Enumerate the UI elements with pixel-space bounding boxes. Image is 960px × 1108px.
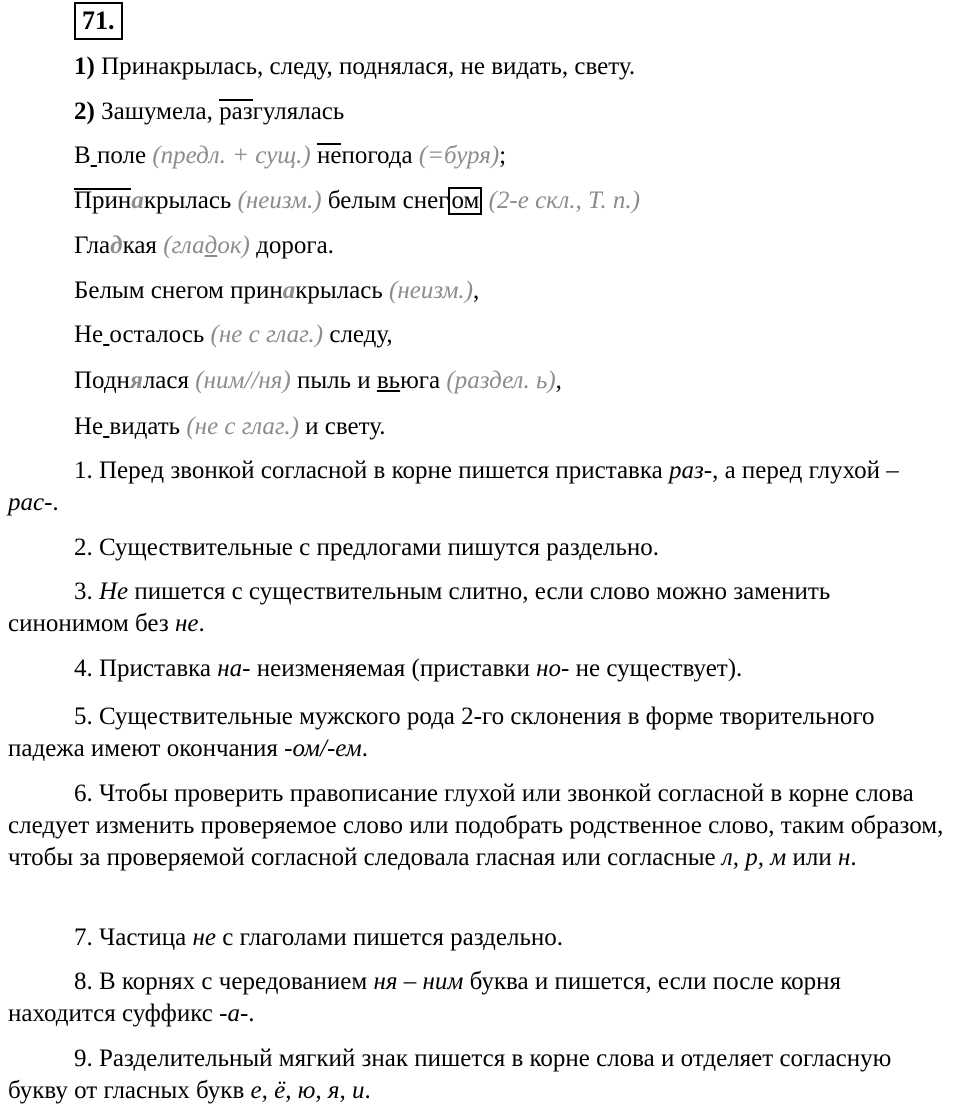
word: кая [122, 232, 164, 259]
highlight-letter: а [131, 187, 144, 214]
rule-term: раз- [668, 457, 713, 484]
punctuation: ; [499, 142, 507, 169]
rule-term: не [192, 924, 216, 951]
rule-1 [8, 455, 953, 519]
rule-text: . [364, 1077, 371, 1104]
rule-term: рас- [8, 489, 53, 516]
grammar-note: (неизм.) [237, 187, 322, 214]
rule-text: 3. [74, 578, 99, 605]
rule-text: неизменяемая (приставки [250, 655, 537, 682]
rule-term: не [174, 610, 199, 637]
word: поле [96, 142, 153, 169]
rule-text: буква и пишется, если после корня находится суффикс [8, 968, 841, 1027]
rule-text: . [198, 610, 205, 637]
word: и свету. [298, 413, 386, 440]
rule-5 [8, 701, 953, 765]
rule-2 [8, 532, 953, 564]
prefix-mark: не [317, 142, 342, 169]
highlight-letter: вь [376, 367, 401, 394]
rule-text: . [361, 735, 368, 762]
rule-7 [8, 922, 953, 954]
rule-term: Не [99, 578, 129, 605]
part2-label: 2) [74, 98, 95, 125]
highlight-letter: д [204, 232, 218, 259]
highlight-letter: а [282, 277, 296, 304]
word: видать [109, 413, 187, 440]
grammar-note: (раздел. ь) [446, 367, 556, 394]
part2-line [74, 97, 344, 127]
rule-text: . [52, 489, 59, 516]
word: Не [74, 413, 104, 440]
grammar-note: (не с глаг.) [186, 413, 299, 440]
rule-term: л, р, м [721, 844, 787, 871]
grammar-note: (предл. + сущ.) [152, 142, 311, 169]
word: погода [341, 142, 419, 169]
grammar-note: (2-е скл., Т. п.) [488, 187, 640, 214]
word: дорога. [249, 232, 334, 259]
word: лася [142, 367, 196, 394]
highlight-letter: д [110, 232, 123, 259]
rule-term: -ом/-ем [284, 735, 362, 762]
word: Гла [74, 232, 111, 259]
grammar-note: (ним//ня) [195, 367, 291, 394]
word: осталось [109, 321, 211, 348]
rule-text: не существует). [569, 655, 743, 682]
rule-text: 2. Существительные с предлогами пишутся раздельно. [74, 534, 660, 561]
rule-text: 1. Перед звонкой согласной в корне пишется приставка [74, 457, 669, 484]
word: крылась [143, 187, 238, 214]
rule-term: -а- [219, 1000, 249, 1027]
part2-rest: гулялась [252, 98, 345, 125]
rule-text: 4. Приставка [74, 655, 218, 682]
exercise-number: 71. [74, 2, 123, 40]
punctuation: , [472, 277, 480, 304]
sentence-line-7 [74, 412, 385, 442]
rule-term: на- [217, 655, 251, 682]
rule-6 [8, 778, 953, 874]
rule-text: , а перед глухой – [712, 457, 899, 484]
word: Не [74, 321, 104, 348]
rule-text: 8. В корнях с чередованием [74, 968, 374, 995]
rule-text: 5. Существительные мужского рода 2-го склонения в форме творительного падежа имеют окончания [8, 703, 875, 762]
rule-4 [8, 653, 953, 685]
rule-8 [8, 966, 953, 1030]
word: пыль и [290, 367, 377, 394]
part1-label: 1) [74, 53, 95, 80]
rule-text: с глаголами пишется раздельно. [215, 924, 563, 951]
grammar-note: (гла [163, 232, 205, 259]
rule-term: е, ё, ю, я, и [250, 1077, 365, 1104]
word: крылась [295, 277, 389, 304]
rule-text: 6. Чтобы проверить правописание глухой или звонкой согласной в корне слова следует изменить проверяемое слово или подобрать родственное слово, таким образом, чтобы за проверяемой согласной следовала гласная или согласные [8, 780, 944, 871]
sentence-line-6 [74, 366, 562, 396]
rule-text: или [786, 844, 838, 871]
rule-text: 9. Разделительный мягкий знак пишется в корне слова и отделяет согласную букву от гласных букв [8, 1045, 892, 1104]
sentence-line-5 [74, 320, 393, 350]
word: Белым снегом прин [74, 277, 283, 304]
prefix-mark: раз [219, 98, 253, 125]
rule-term: ня – ним [373, 968, 464, 995]
punctuation: , [555, 367, 562, 394]
word: В [74, 142, 91, 169]
part1-text: Принакрылась, следу, поднялася, не видать, свету. [101, 53, 636, 80]
rule-9 [8, 1043, 953, 1107]
sentence-line-3 [74, 231, 334, 261]
sentence-line-4 [74, 276, 479, 306]
rule-3 [8, 576, 953, 640]
ending-box: ом [448, 187, 482, 215]
grammar-note: (неизм.) [389, 277, 473, 304]
part1-line [74, 52, 635, 82]
rule-text: . [248, 1000, 255, 1027]
sentence-line-1 [74, 141, 506, 171]
rule-text: 7. Частица [74, 924, 193, 951]
prefix-mark: Прин [74, 187, 132, 214]
rule-term: н [838, 844, 851, 871]
word: белым снег [321, 187, 449, 214]
grammar-note: (не с глаг.) [210, 321, 324, 348]
rule-text: . [850, 844, 857, 871]
part2-text: Зашумела, [101, 98, 220, 125]
sentence-line-2 [74, 186, 640, 216]
highlight-letter: я [129, 367, 143, 394]
word: Подн [74, 367, 130, 394]
word: юга [400, 367, 447, 394]
word: следу, [323, 321, 393, 348]
rule-term: но- [536, 655, 570, 682]
grammar-note: (=буря) [418, 142, 500, 169]
rule-text: пишется с существительным слитно, если слово можно заменить синонимом без [8, 578, 831, 637]
grammar-note: ок) [217, 232, 250, 259]
